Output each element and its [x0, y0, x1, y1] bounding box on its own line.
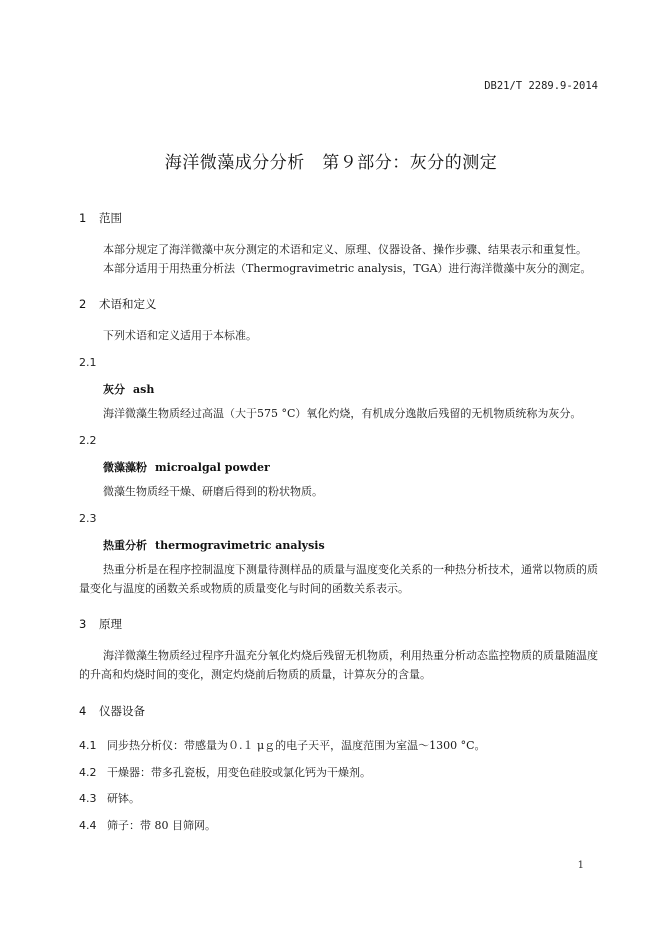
- term-title: [103, 381, 154, 397]
- item-number: 4.1: [79, 739, 97, 752]
- equipment-item: [79, 764, 371, 780]
- term-zh: 热重分析: [103, 539, 147, 552]
- term-number: 2.3: [79, 512, 97, 525]
- term-definition: 热重分析是在程序控制温度下测量待测样品的质量与温度变化关系的一种热分析技术，通常以物质的质量变化与温度的函数关系或物质的质量变化与时间的函数关系表示。: [79, 563, 598, 595]
- term-title: [103, 459, 270, 475]
- term-zh: 灰分: [103, 383, 125, 396]
- section-4-heading: [79, 703, 145, 719]
- term-number: 2.2: [79, 434, 97, 447]
- section-title: 术语和定义: [99, 297, 157, 311]
- section-number: 3: [79, 617, 87, 631]
- section-title: 仪器设备: [99, 704, 145, 718]
- term-definition: 海洋微藻生物质经过高温（大于575 °C）氧化灼烧，有机成分逸散后残留的无机物质统称为灰分。: [103, 407, 582, 420]
- section-1-paragraph-1: 本部分规定了海洋微藻中灰分测定的术语和定义、原理、仪器设备、操作步骤、结果表示和重复性。: [103, 243, 587, 256]
- term-en: thermogravimetric analysis: [155, 539, 325, 552]
- term-en: ash: [133, 383, 155, 396]
- equipment-item: [79, 790, 140, 806]
- section-number: 1: [79, 211, 87, 225]
- section-2-heading: [79, 296, 157, 312]
- section-1-paragraph-2: 本部分适用于用热重分析法（Thermogravimetric analysis，TGA）进行海洋微藻中灰分的测定。: [103, 262, 592, 275]
- document-code: DB21/T 2289.9-2014: [484, 80, 598, 92]
- section-number: 4: [79, 704, 87, 718]
- term-zh: 微藻藻粉: [103, 461, 147, 474]
- term-title: [103, 537, 325, 553]
- term-en: microalgal powder: [155, 461, 270, 474]
- equipment-item: [79, 737, 486, 753]
- page-number: 1: [577, 860, 584, 871]
- document-title: 海洋微藻成分分析 第９部分：灰分的测定: [164, 153, 498, 173]
- section-2-intro: 下列术语和定义适用于本标准。: [103, 329, 257, 342]
- section-title: 范围: [99, 211, 122, 225]
- equipment-item: [79, 817, 216, 833]
- item-text: 同步热分析仪：带感量为０.１ μｇ的电子天平，温度范围为室温～1300 °C。: [107, 739, 486, 752]
- section-title: 原理: [99, 617, 122, 631]
- section-3-heading: [79, 616, 122, 632]
- item-number: 4.2: [79, 766, 97, 779]
- item-number: 4.4: [79, 819, 97, 832]
- term-definition: 微藻生物质经干燥、研磨后得到的粉状物质。: [103, 485, 323, 498]
- item-number: 4.3: [79, 792, 97, 805]
- term-number: 2.1: [79, 356, 97, 369]
- section-number: 2: [79, 297, 87, 311]
- section-1-heading: [79, 210, 122, 226]
- item-text: 干燥器：带多孔瓷板，用变色硅胶或氯化钙为干燥剂。: [107, 766, 371, 779]
- item-text: 筛子：带 80 目筛网。: [107, 819, 216, 832]
- item-text: 研钵。: [107, 792, 140, 805]
- section-3-paragraph: 海洋微藻生物质经过程序升温充分氧化灼烧后残留无机物质，利用热重分析动态监控物质的质量随温度的升高和灼烧时间的变化，测定灼烧前后物质的质量，计算灰分的含量。: [79, 649, 598, 681]
